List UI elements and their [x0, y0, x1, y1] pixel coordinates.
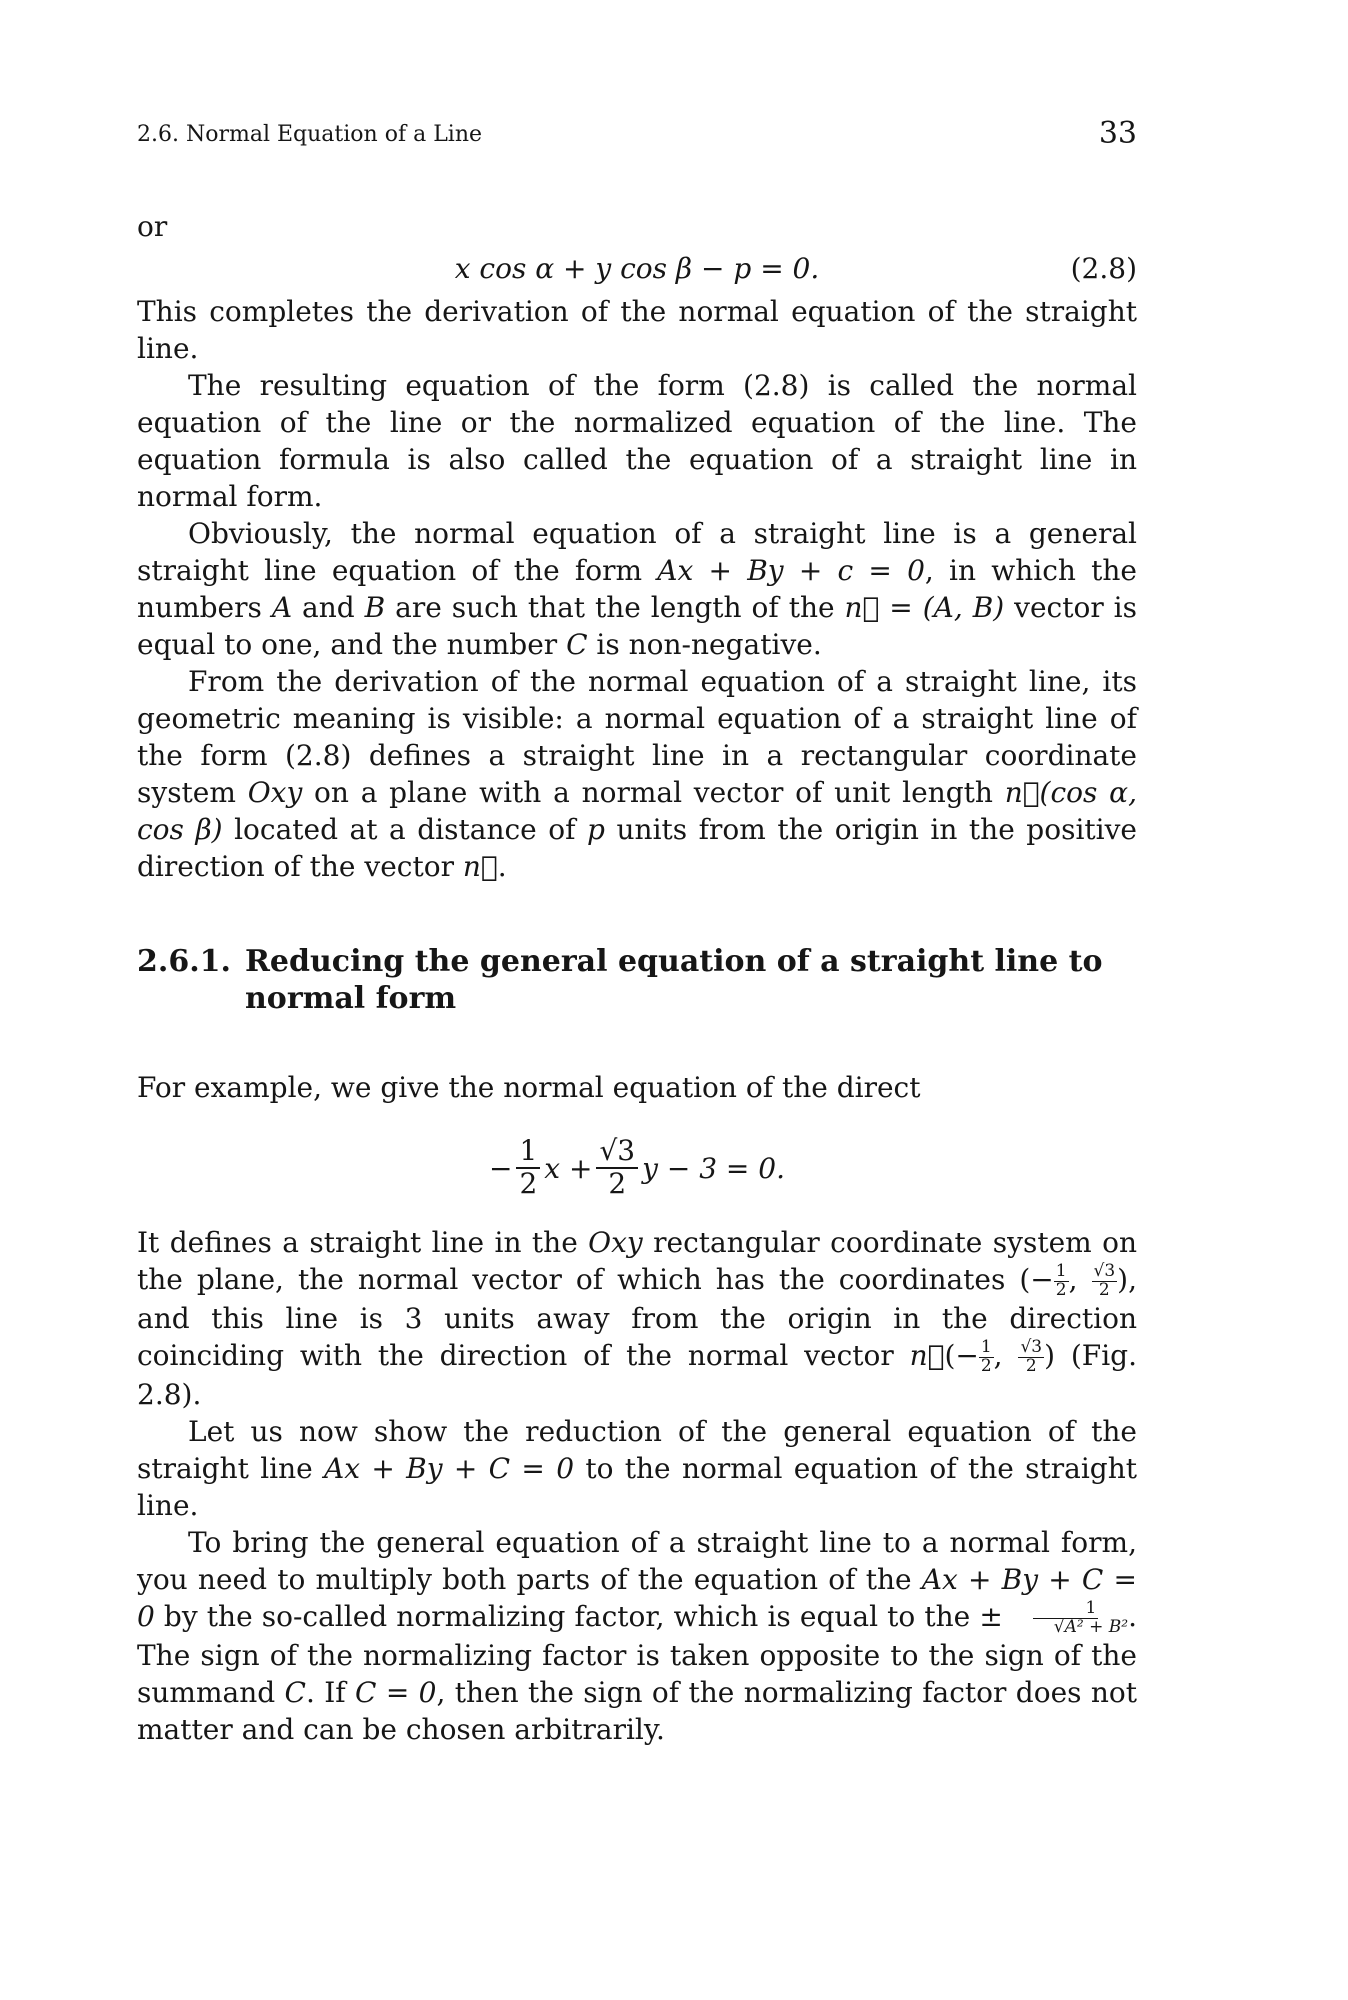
- text-run: by the so-called normalizing factor, which is equal to the ±: [154, 1599, 1003, 1633]
- math-inline: p: [587, 813, 605, 846]
- math-inline: Ax + By + C = 0: [324, 1451, 575, 1485]
- example-equation: [137, 1120, 1137, 1216]
- subsection-number: 2.6.1.: [137, 944, 231, 979]
- math-minus: −: [489, 1151, 513, 1185]
- fraction-numerator: 1: [980, 1337, 992, 1357]
- text-run: rectangular coordinate system on the plane, the normal vector of which has the coordinates (−: [137, 1226, 1137, 1296]
- paragraph-4: [137, 663, 1137, 885]
- math-inline: B: [364, 591, 386, 624]
- fraction-sqrt3-half: [596, 1136, 638, 1200]
- math-inline: n⃗: [909, 1338, 945, 1372]
- math-inline: C: [284, 1675, 306, 1709]
- math-inline: Ax + By + c = 0: [657, 554, 925, 587]
- paragraph-or: or: [137, 210, 168, 243]
- text-run: to the normal equation of the straight line.: [137, 1451, 1137, 1522]
- fraction-one-half: [516, 1136, 540, 1200]
- text-run: Let us now show the reduction of the general equation of the straight line: [137, 1414, 1137, 1485]
- text-run: units from the origin in the positive direction of the vector: [137, 813, 1137, 883]
- text-run: (−: [944, 1338, 979, 1372]
- math-inline: n⃗: [462, 850, 498, 883]
- text-run: located at a distance of: [222, 813, 588, 846]
- text-run: is non-negative.: [587, 628, 822, 661]
- body-text: [137, 208, 1137, 1748]
- text-run: ), and this line is 3 units away from the origin in the direction coinciding with the direction of the normal vector: [137, 1263, 1137, 1372]
- fraction-denominator: 2: [1098, 1280, 1110, 1300]
- text-run: From the derivation of the normal equation of a straight line, its geometric meaning is visible: a normal equation of a straight line of the form (2.8) defines a straight line in a rectangular coordinate system: [137, 665, 1137, 809]
- fraction-numerator: √3: [596, 1136, 638, 1169]
- text-run: . If: [305, 1675, 356, 1709]
- text-run: ,: [1068, 1263, 1092, 1296]
- text-run: , in which the numbers: [137, 554, 1137, 624]
- inline-fraction: [1092, 1263, 1118, 1300]
- fraction-denominator: 2: [608, 1167, 627, 1200]
- paragraph-8: [137, 1524, 1137, 1748]
- text-run: Obviously, the normal equation of a straight line is a general straight line equation of the form: [137, 517, 1137, 587]
- math-term: y − 3 = 0.: [642, 1151, 785, 1185]
- text-run: vector is equal to one, and the number: [137, 591, 1138, 661]
- math-inline: A: [271, 591, 293, 624]
- text-run: To bring the general equation of a straight line to a normal form, you need to multiply both parts of the equation of the: [137, 1525, 1137, 1596]
- math-inline: Oxy: [588, 1226, 643, 1259]
- math-inline: Ax + By + C = 0: [137, 1562, 1137, 1633]
- subsection-heading: [137, 943, 1137, 1017]
- subsection-title: Reducing the general equation of a straight line to normal form: [245, 944, 1103, 1016]
- paragraph-5: For example, we give the normal equation of the direct: [137, 1071, 921, 1104]
- text-run: and: [292, 591, 365, 624]
- math-inline: n⃗(cos α, cos β): [137, 776, 1137, 846]
- section-title: 2.6. Normal Equation of a Line: [137, 122, 483, 147]
- paragraph-1: This completes the derivation of the normal equation of the straight line.: [137, 295, 1137, 365]
- page-number: 33: [1098, 116, 1137, 151]
- fraction-denominator: 2: [1025, 1355, 1037, 1376]
- inline-fraction: [979, 1339, 994, 1376]
- fraction-denominator: 2: [519, 1167, 538, 1200]
- math-inline: n⃗ = (A, B): [844, 591, 1005, 624]
- paragraph-7: [137, 1413, 1137, 1524]
- inline-fraction: [1054, 1263, 1069, 1300]
- fraction-numerator: 1: [516, 1136, 540, 1169]
- fraction-denominator: 2: [980, 1355, 992, 1376]
- text-run: .: [497, 850, 507, 883]
- fraction-denominator: 2: [1055, 1280, 1067, 1300]
- text-run: , then the sign of the normalizing factor does not matter and can be chosen arbitrarily.: [137, 1675, 1138, 1746]
- text-run: are such that the length of the: [385, 591, 845, 624]
- fraction-denominator: √A² + B²: [1053, 1616, 1129, 1637]
- text-run: on a plane with a normal vector of unit length: [302, 776, 1005, 809]
- paragraph-2: The resulting equation of the form (2.8) is called the normal equation of the line or the normalized equation of the line. The equation formula is also called the equation of a straight line in normal form.: [137, 369, 1137, 513]
- text-run: ,: [993, 1338, 1019, 1372]
- text-run: It defines a straight line in the: [137, 1226, 589, 1259]
- inline-fraction: [1018, 1339, 1044, 1376]
- running-header: [137, 116, 1137, 151]
- normalizing-factor-fraction: [1003, 1597, 1129, 1637]
- paragraph-6: [137, 1224, 1137, 1413]
- equation-expression: x cos α + y cos β − p = 0.: [454, 252, 820, 285]
- math-term: x +: [544, 1151, 593, 1185]
- equation-tag: (2.8): [1070, 252, 1137, 285]
- fraction-numerator: √3: [1093, 1261, 1116, 1282]
- fraction-numerator: 1: [1055, 1261, 1067, 1282]
- fraction-numerator: √3: [1020, 1337, 1043, 1357]
- fraction-numerator: 1: [1033, 1600, 1099, 1619]
- spacer: [137, 1017, 1137, 1069]
- equation-2-8: [137, 249, 1137, 289]
- text-run: ) (Fig. 2.8).: [137, 1338, 1137, 1411]
- math-inline: C = 0: [355, 1675, 437, 1709]
- math-inline: C: [566, 628, 588, 661]
- math-inline: Oxy: [247, 776, 303, 809]
- paragraph-3: [137, 515, 1137, 663]
- text-run: . The sign of the normalizing factor is taken opposite to the sign of the summand: [137, 1599, 1137, 1709]
